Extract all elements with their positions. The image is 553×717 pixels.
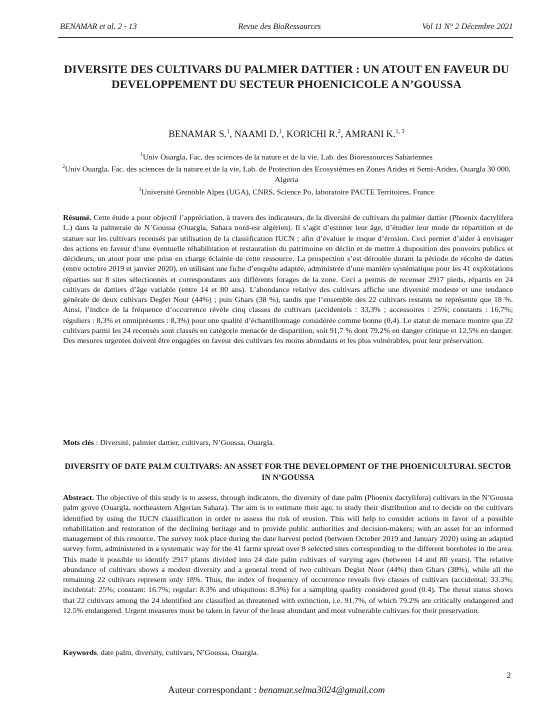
resume-text: Cette étude a pour objectif l’appréciation, à travers des indicateurs, de la diversité de cultivars du palmier dattier (Phoenix dactylifera L.) dans la palmeraie de N’Goussa (Ouargla, Sahara nord-est algérien). Il s’agit d’estimer leur âge, d’étudier leur mode de répartition et de statuer sur les cultivars recensés par utilisation de la classification IUCN ; afin d’évaluer le risque d’érosion. Ceci permet d’aider à envisager des actions en faveur d’une éventuelle réhabilitation et restauration du patrimoine en déclin et de mettre à disposition des pouvoirs publics et décideurs, un atout pour une prise en charge éclairée de cette ressource. La prospection s’est déroulée durant la période de récolte de dattes (entre octobre 2019 et janvier 2020), en utilisant une fiche d’enquête adaptée, administrée d’une manière systématique pour les 41 exploitations réparties sur 8 sites sélectionnés et correspondants aux différents forages de la zone. Ceci a permis de recenser 2917 pieds, répartis en 24 cultivars de dattiers d’âge variable (entre 14 et 80 ans). L’abondance relative des cultivars affiche une diversité modeste et une tendance générale de deux cultivars Deglet Nour (44%) ; puis Ghars (38 %), tandis que l’ensemble des 22 cultivars restants ne représente que 18 %. Ainsi, l’indice de la fréquence d’occurrence révèle cinq classes de cultivars (accidentels : 33,3% ; accessoires : 25%; constants : 16,7%; réguliers : 8,3% et omniprésents : 8,3%) pour une qualité d’échantillonnage considérée comme bonne (0,4). Le statut de menace montre que 22 cultivars parmi les 24 recensés sont classés en catégorie menacée de disparition, soit 91,7 % dont 79,2% en danger critique et 12,5% en danger. Des mesures urgentes doivent être engagées en faveur des cultivars les moins abondants et les plus vulnérables, pour leur préservation. [63,213,513,345]
affiliations [60,151,513,198]
mots-cles-text: : Diversité, palmier dattier, cultivars, N’Goussa, Ouargla. [93,438,275,447]
running-header [60,22,513,36]
abstract-text: The objective of this study is to assess, through indicators, the diversity of date palm (Phoenix dactylifera) cultivars in the N’Goussa palm grove (Ouargla, northeastern Algerian Sahara). The aim is to estimate their age, to study their distribution and to decide on the cultivars identified by using the IUCN classification in order to assess the risk of erosion. This will help to consider actions in favor of a possible rehabilitation and restoration of the declining heritage and to provide public authorities and decision-makers; with an asset for an informed management of this resource. The survey took place during the date harvest period (between October 2019 and January 2020) using an adapted survey form, administered in a systematic way for the 41 farms spread over 8 selected sites corresponding to the different boreholes in the area. This made it possible to identify 2917 plants divided into 24 date palm cultivars of varying ages (between 14 and 80 years). The relative abundance of cultivars shows a modest diversity and a general trend of two cultivars Deglet Noor (44%) then Ghars (38%), while all the remaining 22 cultivars represent only 18%. Thus, the index of frequency of occurrence reveals five classes of cultivars (accidental: 33.3%; incidental: 25%; constant: 16.7%; regular: 8.3% and ubiquitous: 8.3%) for a sampling quality considered good (0.4). The threat status shows that 22 cultivars among the 24 identified are classified as threatened with extinction, i.e. 91.7%, of which 79.2% are critically endangered and 12.5% endangered. Urgent measures must be taken in favor of the least abundant and most vulnerable cultivars for their preservation. [63,493,513,615]
affil-mark: 3 [138,187,142,193]
keywords-text: . date palm, diversity, cultivars, N’Goussa, Ouargla. [96,648,259,657]
corresponding-author [0,685,553,696]
author-affil-mark: 2 [337,129,341,135]
english-title: DIVERSITY OF DATE PALM CULTIVARS: AN ASSET FOR THE DEVELOPMENT OF THE PHOENICULTURAL SECTOR IN N’GOUSSA [64,462,512,482]
author-name: NAAMI D. [234,129,279,141]
affil-text: Univ Ouargla, Fac. des sciences de la nature et de la vie, Lab. de Protection des Ecosystèmes en Zones Arides et Semi-Arides, Ouargla 30 000, Algeria [64,164,511,185]
author-name: AMRANI K. [344,129,396,141]
keywords-label: Keywords [63,648,97,657]
author-name: BENAMAR S. [168,129,227,141]
author-affil-mark: 1 [278,129,282,135]
abstract-label: Abstract. [63,493,94,502]
mots-cles [63,438,513,447]
header-volume: Vol 11 N° 2 Décembre 2021 [422,22,513,31]
author-affil-mark: 1 [226,129,230,135]
affil-text: Université Grenoble Alpes (UGA), CNRS, Science Po, laboratoire PACTE Territoires, France [141,187,435,197]
abstract-english [63,493,513,616]
affil-mark: 2 [62,165,65,171]
author-affil-mark: 1, 3 [395,129,405,135]
affiliation [60,186,513,198]
resume-label: Résumé. [63,213,92,222]
corresponding-label: Auteur correspondant : [168,685,259,696]
affiliation [60,163,513,186]
header-left: BENAMAR et al. 2 - 13 [60,22,137,31]
resume-french [63,213,513,346]
mots-cles-label: Mots clés [63,438,94,447]
affiliation [60,151,513,163]
author-name: KORICHI R. [286,129,338,141]
page-number: 2 [506,670,511,680]
article-title: DIVERSITE DES CULTIVARS DU PALMIER DATTIER : UN ATOUT EN FAVEUR DU DEVELOPPEMENT DU SECTEUR PHOENICICOLE A N’GOUSSA [63,63,510,92]
affil-text: Univ Ouargla, Fac. des sciences de la nature et de la vie, Lab. des Bioressources Sahariennes [142,152,433,162]
author-list: BENAMAR S.$^1$, NAAMI D.$^1$, KORICHI R.$^2$, AMRANI K.$^{1, 3}$ [168,129,405,141]
keywords [63,648,513,657]
affil-mark: 1 [140,153,143,158]
corresponding-email[interactable]: benamar.selma3024@gmail.com [258,685,385,696]
header-journal: Revue des BioRessources [238,22,321,31]
header-rule [58,37,513,38]
